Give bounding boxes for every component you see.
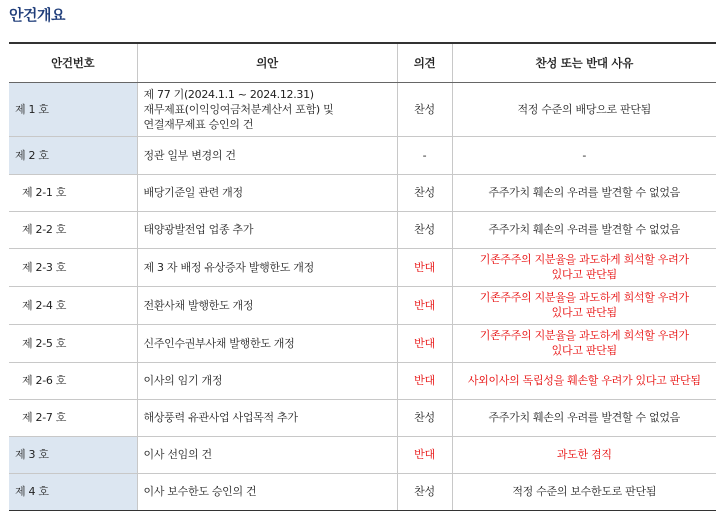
opinion-cell: 찬성 [397, 82, 452, 136]
reason-cell: 기존주주의 지분율을 과도하게 희석할 우려가 있다고 판단됨 [452, 324, 716, 362]
opinion-cell: 찬성 [397, 473, 452, 510]
table-row [9, 436, 716, 473]
agenda-number: 제 3 호 [9, 436, 137, 473]
opinion-cell: 반대 [397, 248, 452, 286]
table-row [9, 399, 716, 436]
reason-cell: 주주가치 훼손의 우려를 발견할 수 없었음 [452, 174, 716, 211]
agenda-table-body [9, 82, 716, 510]
table-row [9, 362, 716, 399]
header-reason: 찬성 또는 반대 사유 [452, 43, 716, 82]
agenda-item-line: 제 77 기(2024.1.1 ~ 2024.12.31) 재무제표(이익잉여금처분계산서 포함) 및 연결재무제표 승인의 건 [143, 87, 334, 131]
reason-cell: 기존주주의 지분율을 과도하게 희석할 우려가 있다고 판단됨 [452, 286, 716, 324]
agenda-item: 신주인수권부사채 발행한도 개정 [137, 324, 397, 362]
reason-cell: 기존주주의 지분율을 과도하게 희석할 우려가 있다고 판단됨 [452, 248, 716, 286]
header-agenda-item: 의안 [137, 43, 397, 82]
agenda-item: 전환사채 발행한도 개정 [137, 286, 397, 324]
agenda-number: 제 2-1 호 [9, 174, 137, 211]
agenda-number: 제 2-6 호 [9, 362, 137, 399]
reason-cell: 주주가치 훼손의 우려를 발견할 수 없었음 [452, 399, 716, 436]
table-row [9, 211, 716, 248]
table-header-row [9, 43, 716, 82]
agenda-number: 제 1 호 [9, 82, 137, 136]
opinion-cell: - [397, 136, 452, 174]
opinion-cell: 찬성 [397, 211, 452, 248]
agenda-table [9, 42, 716, 511]
agenda-item: 배당기준일 관련 개정 [137, 174, 397, 211]
table-row [9, 82, 716, 136]
table-row [9, 286, 716, 324]
agenda-number: 제 2 호 [9, 136, 137, 174]
opinion-cell: 반대 [397, 362, 452, 399]
agenda-item [137, 82, 397, 136]
agenda-item: 이사 보수한도 승인의 건 [137, 473, 397, 510]
agenda-number: 제 2-5 호 [9, 324, 137, 362]
table-row [9, 473, 716, 510]
table-row [9, 136, 716, 174]
agenda-number: 제 2-7 호 [9, 399, 137, 436]
agenda-item: 해상풍력 유관사업 사업목적 추가 [137, 399, 397, 436]
agenda-item: 이사의 임기 개정 [137, 362, 397, 399]
reason-cell: 과도한 겸직 [452, 436, 716, 473]
agenda-item: 제 3 자 배정 유상증자 발행한도 개정 [137, 248, 397, 286]
reason-cell: 적정 수준의 보수한도로 판단됨 [452, 473, 716, 510]
agenda-item: 정관 일부 변경의 건 [137, 136, 397, 174]
header-agenda-no: 안건번호 [9, 43, 137, 82]
reason-cell: 사외이사의 독립성을 훼손할 우려가 있다고 판단됨 [452, 362, 716, 399]
opinion-cell: 반대 [397, 324, 452, 362]
page-title: 안건개요 [9, 6, 65, 24]
table-row [9, 174, 716, 211]
reason-cell: 주주가치 훼손의 우려를 발견할 수 없었음 [452, 211, 716, 248]
opinion-cell: 찬성 [397, 174, 452, 211]
header-opinion: 의견 [397, 43, 452, 82]
agenda-number: 제 2-3 호 [9, 248, 137, 286]
table-row [9, 324, 716, 362]
agenda-item: 이사 선임의 건 [137, 436, 397, 473]
opinion-cell: 반대 [397, 286, 452, 324]
opinion-cell: 반대 [397, 436, 452, 473]
reason-cell: 적정 수준의 배당으로 판단됨 [452, 82, 716, 136]
agenda-number: 제 4 호 [9, 473, 137, 510]
agenda-number: 제 2-4 호 [9, 286, 137, 324]
agenda-item: 태양광발전업 업종 추가 [137, 211, 397, 248]
agenda-number: 제 2-2 호 [9, 211, 137, 248]
table-row [9, 248, 716, 286]
reason-cell: - [452, 136, 716, 174]
opinion-cell: 찬성 [397, 399, 452, 436]
